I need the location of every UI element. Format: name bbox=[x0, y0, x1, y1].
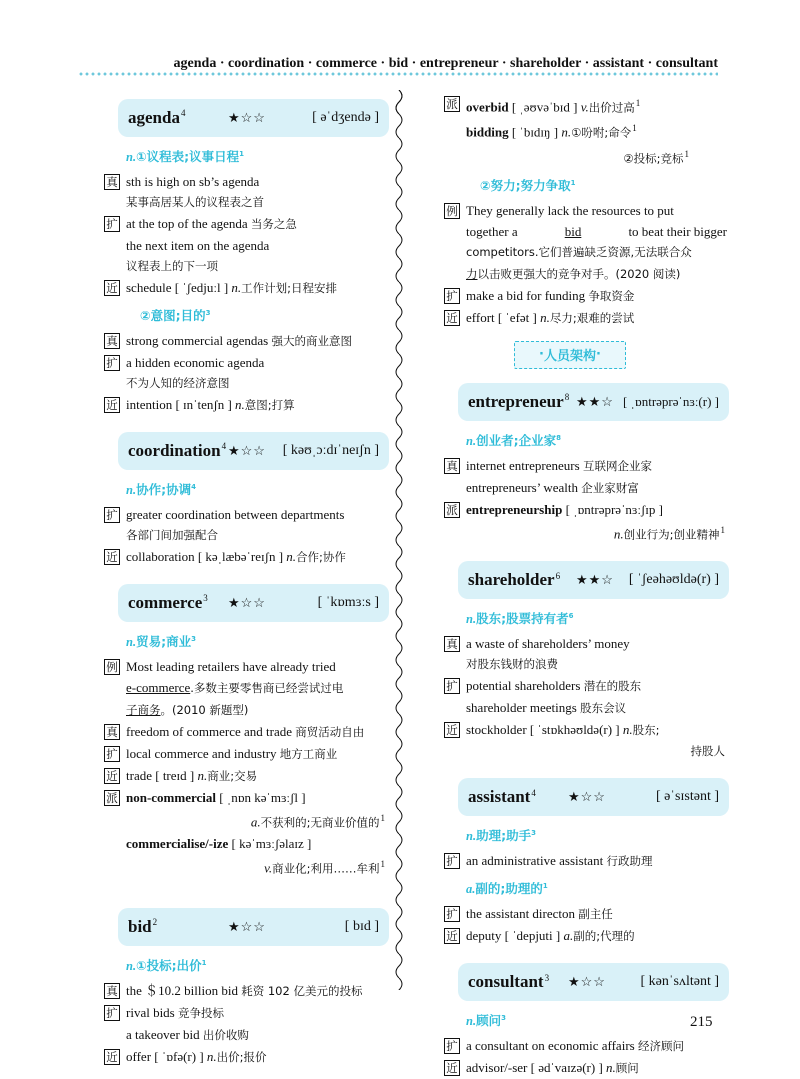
sense-label: n.助理;助手$^3$ bbox=[466, 828, 536, 844]
synonym-line: 近 effort [ ˈefət ] n.尽力;艰难的尝试 bbox=[444, 307, 729, 329]
derivative-line: 派 non-commercial [ ˌnɒn kəˈmɜːʃl ] bbox=[104, 787, 389, 808]
example-line: 扩 at the top of the agenda 当务之急 bbox=[104, 213, 389, 235]
example-line: 扩 a consultant on economic affairs 经济顾问 bbox=[444, 1035, 729, 1057]
translation-line: 议程表上的下一项 bbox=[126, 259, 218, 273]
example-line: the next item on the agenda bbox=[126, 238, 270, 253]
sense-label: n.股东;股票持有者$^6$ bbox=[466, 611, 574, 627]
sense-label: ②努力;努力争取$^1$ bbox=[480, 177, 576, 193]
translation-line: competitors.它们普遍缺乏资源,无法联合众 bbox=[466, 244, 692, 259]
derivative-meaning: n.创业行为;创业精神$^1$ bbox=[613, 524, 725, 542]
sense-label: n.①投标;出价$^1$ bbox=[126, 957, 207, 973]
synonym-line: 近 collaboration [ kəˌlæbəˈreɪʃn ] n.合作;协作 bbox=[104, 546, 389, 568]
entry-entrepreneur bbox=[458, 383, 729, 421]
star-rating: ★☆☆ bbox=[228, 595, 266, 610]
running-header: agenda · coordination · commerce · bid · entrepreneur · shareholder · assistant · consultant bbox=[173, 56, 718, 71]
example-line: 真 the ＄10.2 billion bid 耗资 102 亿美元的投标 bbox=[104, 980, 389, 1002]
star-rating: ★☆☆ bbox=[228, 918, 266, 934]
section-banner: · 人员架构 · bbox=[514, 341, 626, 369]
entry-agenda bbox=[118, 99, 389, 137]
phonetic: [ ˈkɒmɜːs ] bbox=[317, 595, 379, 610]
example-line: e-commerce.多数主要零售商已经尝试过电 bbox=[126, 680, 344, 695]
entry-consultant bbox=[458, 963, 729, 1001]
example-line: 扩 greater coordination between departments bbox=[104, 504, 389, 525]
headword: coordination$^4$ bbox=[128, 441, 227, 460]
sense-label: n.创业者;企业家$^8$ bbox=[466, 432, 561, 448]
left-column bbox=[104, 93, 389, 1068]
star-rating: ★☆☆ bbox=[228, 443, 266, 458]
translation-line: 力以击败更强大的竞争对手。(2020 阅读) bbox=[466, 266, 681, 281]
right-column bbox=[444, 93, 729, 1079]
column-divider bbox=[392, 90, 406, 990]
example-line: 例 They generally lack the resources to put bbox=[444, 200, 729, 221]
translation-line: 对股东钱财的浪费 bbox=[466, 657, 558, 672]
star-rating: ★☆☆ bbox=[228, 110, 266, 125]
headword: agenda$^4$ bbox=[128, 108, 186, 127]
sense-label: n.①议程表;议事日程$^1$ bbox=[126, 149, 245, 164]
derivative-meaning: ②投标;竞标$^1$ bbox=[623, 148, 689, 165]
sense-label: ②意图;目的$^3$ bbox=[140, 308, 211, 323]
synonym-line: 近 schedule [ ˈʃedjuːl ] n.工作计划;日程安排 bbox=[104, 277, 389, 299]
headword: entrepreneur$^8$ bbox=[468, 391, 570, 411]
sense-label: a.副的;助理的$^1$ bbox=[466, 881, 548, 897]
entry-shareholder bbox=[458, 561, 729, 599]
example-line: 扩 local commerce and industry 地方工商业 bbox=[104, 743, 389, 765]
derivative-meaning: v.商业化;利用……牟利$^1$ bbox=[264, 859, 385, 876]
headword: assistant$^4$ bbox=[468, 787, 536, 807]
star-rating: ★☆☆ bbox=[568, 789, 606, 805]
example-line: entrepreneurs’ wealth 企业家财富 bbox=[466, 479, 639, 495]
translation-line: 各部门间加强配合 bbox=[126, 528, 218, 542]
synonym-meaning: 持股人 bbox=[690, 744, 725, 759]
phonetic: [ ˌɒntrəprəˈnɜː(r) ] bbox=[623, 393, 719, 409]
synonym-line: 近 intention [ ɪnˈtenʃn ] n.意图;打算 bbox=[104, 394, 389, 416]
example-line: 真 a waste of shareholders’ money bbox=[444, 633, 729, 654]
star-rating: ★★☆ bbox=[576, 393, 614, 409]
example-line: 真 freedom of commerce and trade 商贸活动自由 bbox=[104, 721, 389, 743]
derivative-meaning: a.不获利的;无商业价值的$^1$ bbox=[250, 813, 385, 830]
sense-label: n.贸易;商业$^3$ bbox=[126, 634, 196, 649]
example-line: shareholder meetings 股东会议 bbox=[466, 700, 627, 716]
example-line: 扩 rival bids 竞争投标 bbox=[104, 1002, 389, 1024]
page-number: 215 bbox=[690, 1014, 713, 1030]
derivative-line: bidding [ ˈbɪdɪŋ ] n.①吩咐;命令$^1$ bbox=[466, 123, 637, 140]
synonym-line: 近 stockholder [ ˈstɒkhəʊldə(r) ] n.股东; bbox=[444, 719, 729, 741]
headword: consultant$^3$ bbox=[468, 972, 550, 992]
example-line: 真 strong commercial agendas 强大的商业意图 bbox=[104, 330, 389, 352]
example-line: 扩 the assistant directon 副主任 bbox=[444, 903, 729, 925]
header-dotted-rule bbox=[78, 72, 718, 76]
example-line: a takeover bid 出价收购 bbox=[126, 1026, 249, 1042]
example-line: 子商务。(2010 新题型) bbox=[126, 703, 249, 717]
derivative-line: commercialise/-ize [ kəˈmɜːʃəlaɪz ] bbox=[126, 836, 312, 852]
example-line: 真 internet entrepreneurs 互联网企业家 bbox=[444, 455, 729, 477]
sense-label: n.顾问$^3$ bbox=[466, 1013, 506, 1029]
derivative-line: 派 entrepreneurship [ ˌɒntrəprəˈnɜːʃɪp ] bbox=[444, 499, 729, 520]
example-line: 扩 make a bid for funding 争取资金 bbox=[444, 285, 729, 307]
synonym-line: 近 trade [ treɪd ] n.商业;交易 bbox=[104, 765, 389, 787]
phonetic: [ ˈʃeəhəʊldə(r) ] bbox=[628, 572, 719, 588]
example-line: together a bid to beat their bigger bbox=[466, 223, 727, 239]
entry-bid bbox=[118, 908, 389, 946]
example-line: 真 sth is high on sb’s agenda bbox=[104, 171, 389, 192]
derivative-line: 派 overbid [ ˌəʊvəˈbɪd ] v.出价过高$^1$ bbox=[444, 93, 729, 118]
star-rating: ★★☆ bbox=[576, 572, 614, 588]
headword: commerce$^3$ bbox=[128, 593, 208, 612]
example-line: 扩 a hidden economic agenda bbox=[104, 352, 389, 373]
star-rating: ★☆☆ bbox=[568, 974, 606, 990]
example-line: 扩 an administrative assistant 行政助理 bbox=[444, 850, 729, 872]
headword: bid$^2$ bbox=[128, 916, 158, 936]
example-line: 例 Most leading retailers have already tried bbox=[104, 656, 389, 677]
phonetic: [ kəʊˌɔːdɪˈneɪʃn ] bbox=[282, 443, 379, 458]
phonetic: [ bɪd ] bbox=[344, 918, 379, 934]
headword: shareholder$^6$ bbox=[468, 570, 561, 590]
synonym-line: 近 offer [ ˈɒfə(r) ] n.出价;报价 bbox=[104, 1046, 389, 1068]
translation-line: 某事高居某人的议程表之首 bbox=[126, 195, 264, 209]
phonetic: [ əˈdʒendə ] bbox=[312, 110, 379, 125]
entry-commerce bbox=[118, 584, 389, 622]
translation-line: 不为人知的经济意图 bbox=[126, 376, 230, 390]
synonym-line: 近 advisor/-ser [ ədˈvaɪzə(r) ] n.顾问 bbox=[444, 1057, 729, 1079]
entry-coordination bbox=[118, 432, 389, 470]
sense-label: n.协作;协调$^4$ bbox=[126, 482, 196, 497]
example-line: 扩 potential shareholders 潜在的股东 bbox=[444, 675, 729, 697]
phonetic: [ əˈsɪstənt ] bbox=[656, 789, 719, 805]
phonetic: [ kənˈsʌltənt ] bbox=[640, 974, 719, 990]
entry-assistant bbox=[458, 778, 729, 816]
synonym-line: 近 deputy [ ˈdepjuti ] a.副的;代理的 bbox=[444, 925, 729, 947]
